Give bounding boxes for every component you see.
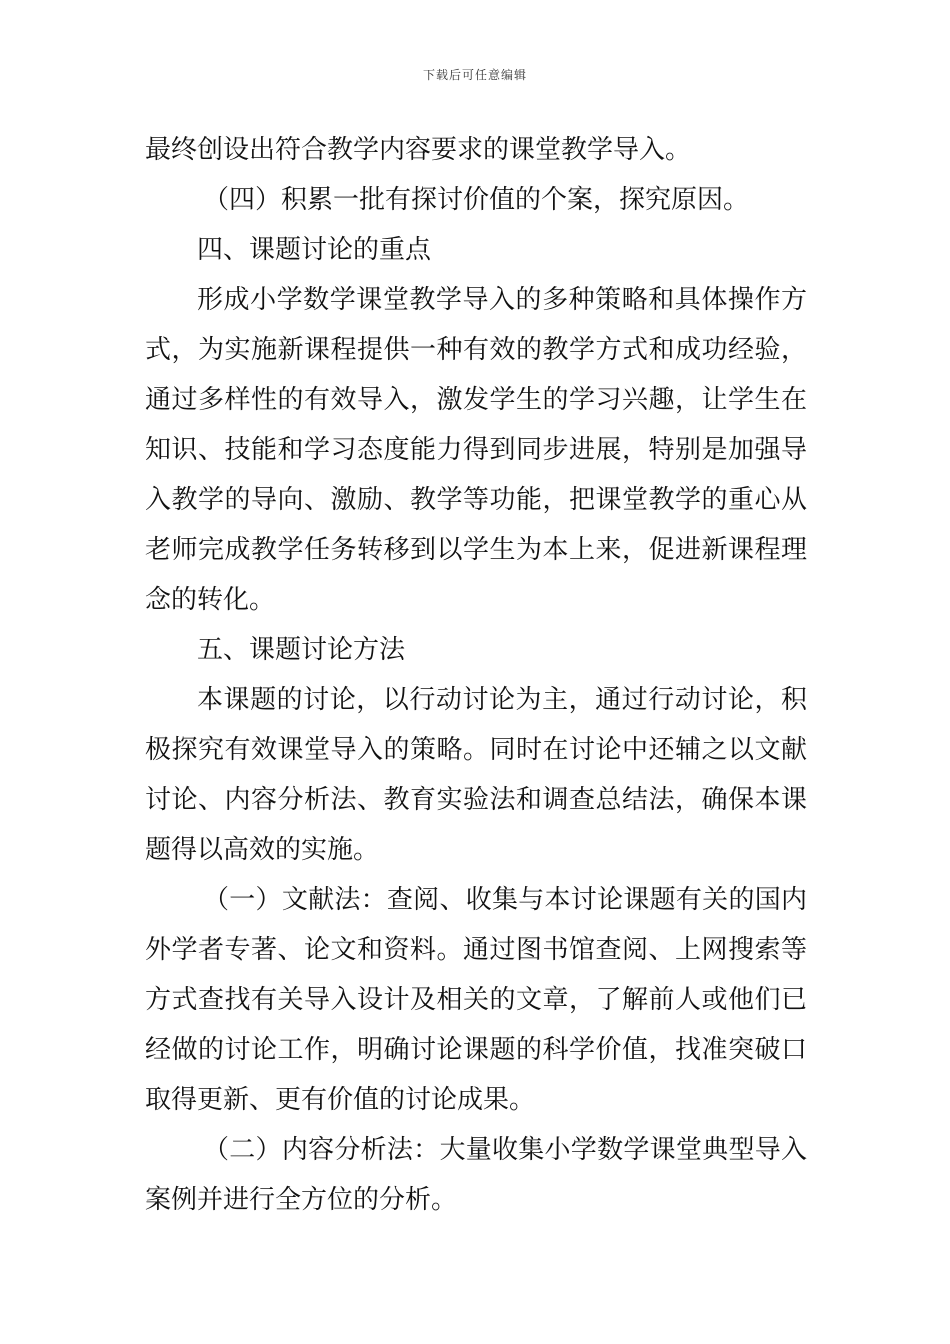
text-line: 讨论、内容分析法、教育实验法和调查总结法，确保本课 (145, 785, 807, 815)
text-line: （四）积累一批有探讨价值的个案，探究原因。 (203, 185, 750, 215)
text-line: 本课题的讨论，以行动讨论为主，通过行动讨论，积 (197, 685, 807, 715)
text-line: 外学者专著、论文和资料。通过图书馆查阅、上网搜索等 (145, 935, 807, 965)
text-line: 入教学的导向、激励、教学等功能，把课堂教学的重心从 (145, 485, 807, 515)
text-line: 极探究有效课堂导入的策略。同时在讨论中还辅之以文献 (145, 735, 807, 765)
document-body (145, 125, 807, 1225)
text-line: （二）内容分析法：大量收集小学数学课堂典型导入 (203, 1135, 807, 1165)
text-line: 题得以高效的实施。 (145, 835, 380, 865)
text-line: （一）文献法：查阅、收集与本讨论课题有关的国内 (203, 885, 807, 915)
text-line: 方式查找有关导入设计及相关的文章，了解前人或他们已 (145, 985, 807, 1015)
text-line: 经做的讨论工作，明确讨论课题的科学价值，找准突破口 (145, 1035, 807, 1065)
text-line: 通过多样性的有效导入，激发学生的学习兴趣，让学生在 (145, 385, 807, 415)
text-line: 五、课题讨论方法 (197, 635, 406, 665)
text-line: 知识、技能和学习态度能力得到同步进展，特别是加强导 (145, 435, 807, 465)
text-line: 四、课题讨论的重点 (197, 235, 432, 265)
text-line: 最终创设出符合教学内容要求的课堂教学导入。 (145, 135, 692, 165)
text-line: 案例并进行全方位的分析。 (145, 1185, 458, 1215)
text-line: 老师完成教学任务转移到以学生为本上来，促进新课程理 (145, 535, 807, 565)
text-line: 式，为实施新课程提供一种有效的教学方式和成功经验， (145, 335, 807, 365)
text-line: 取得更新、更有价值的讨论成果。 (145, 1085, 536, 1115)
text-line: 形成小学数学课堂教学导入的多种策略和具体操作方 (197, 285, 807, 315)
text-line: 念的转化。 (145, 585, 276, 615)
page-header: 下载后可任意编辑 (422, 68, 527, 82)
